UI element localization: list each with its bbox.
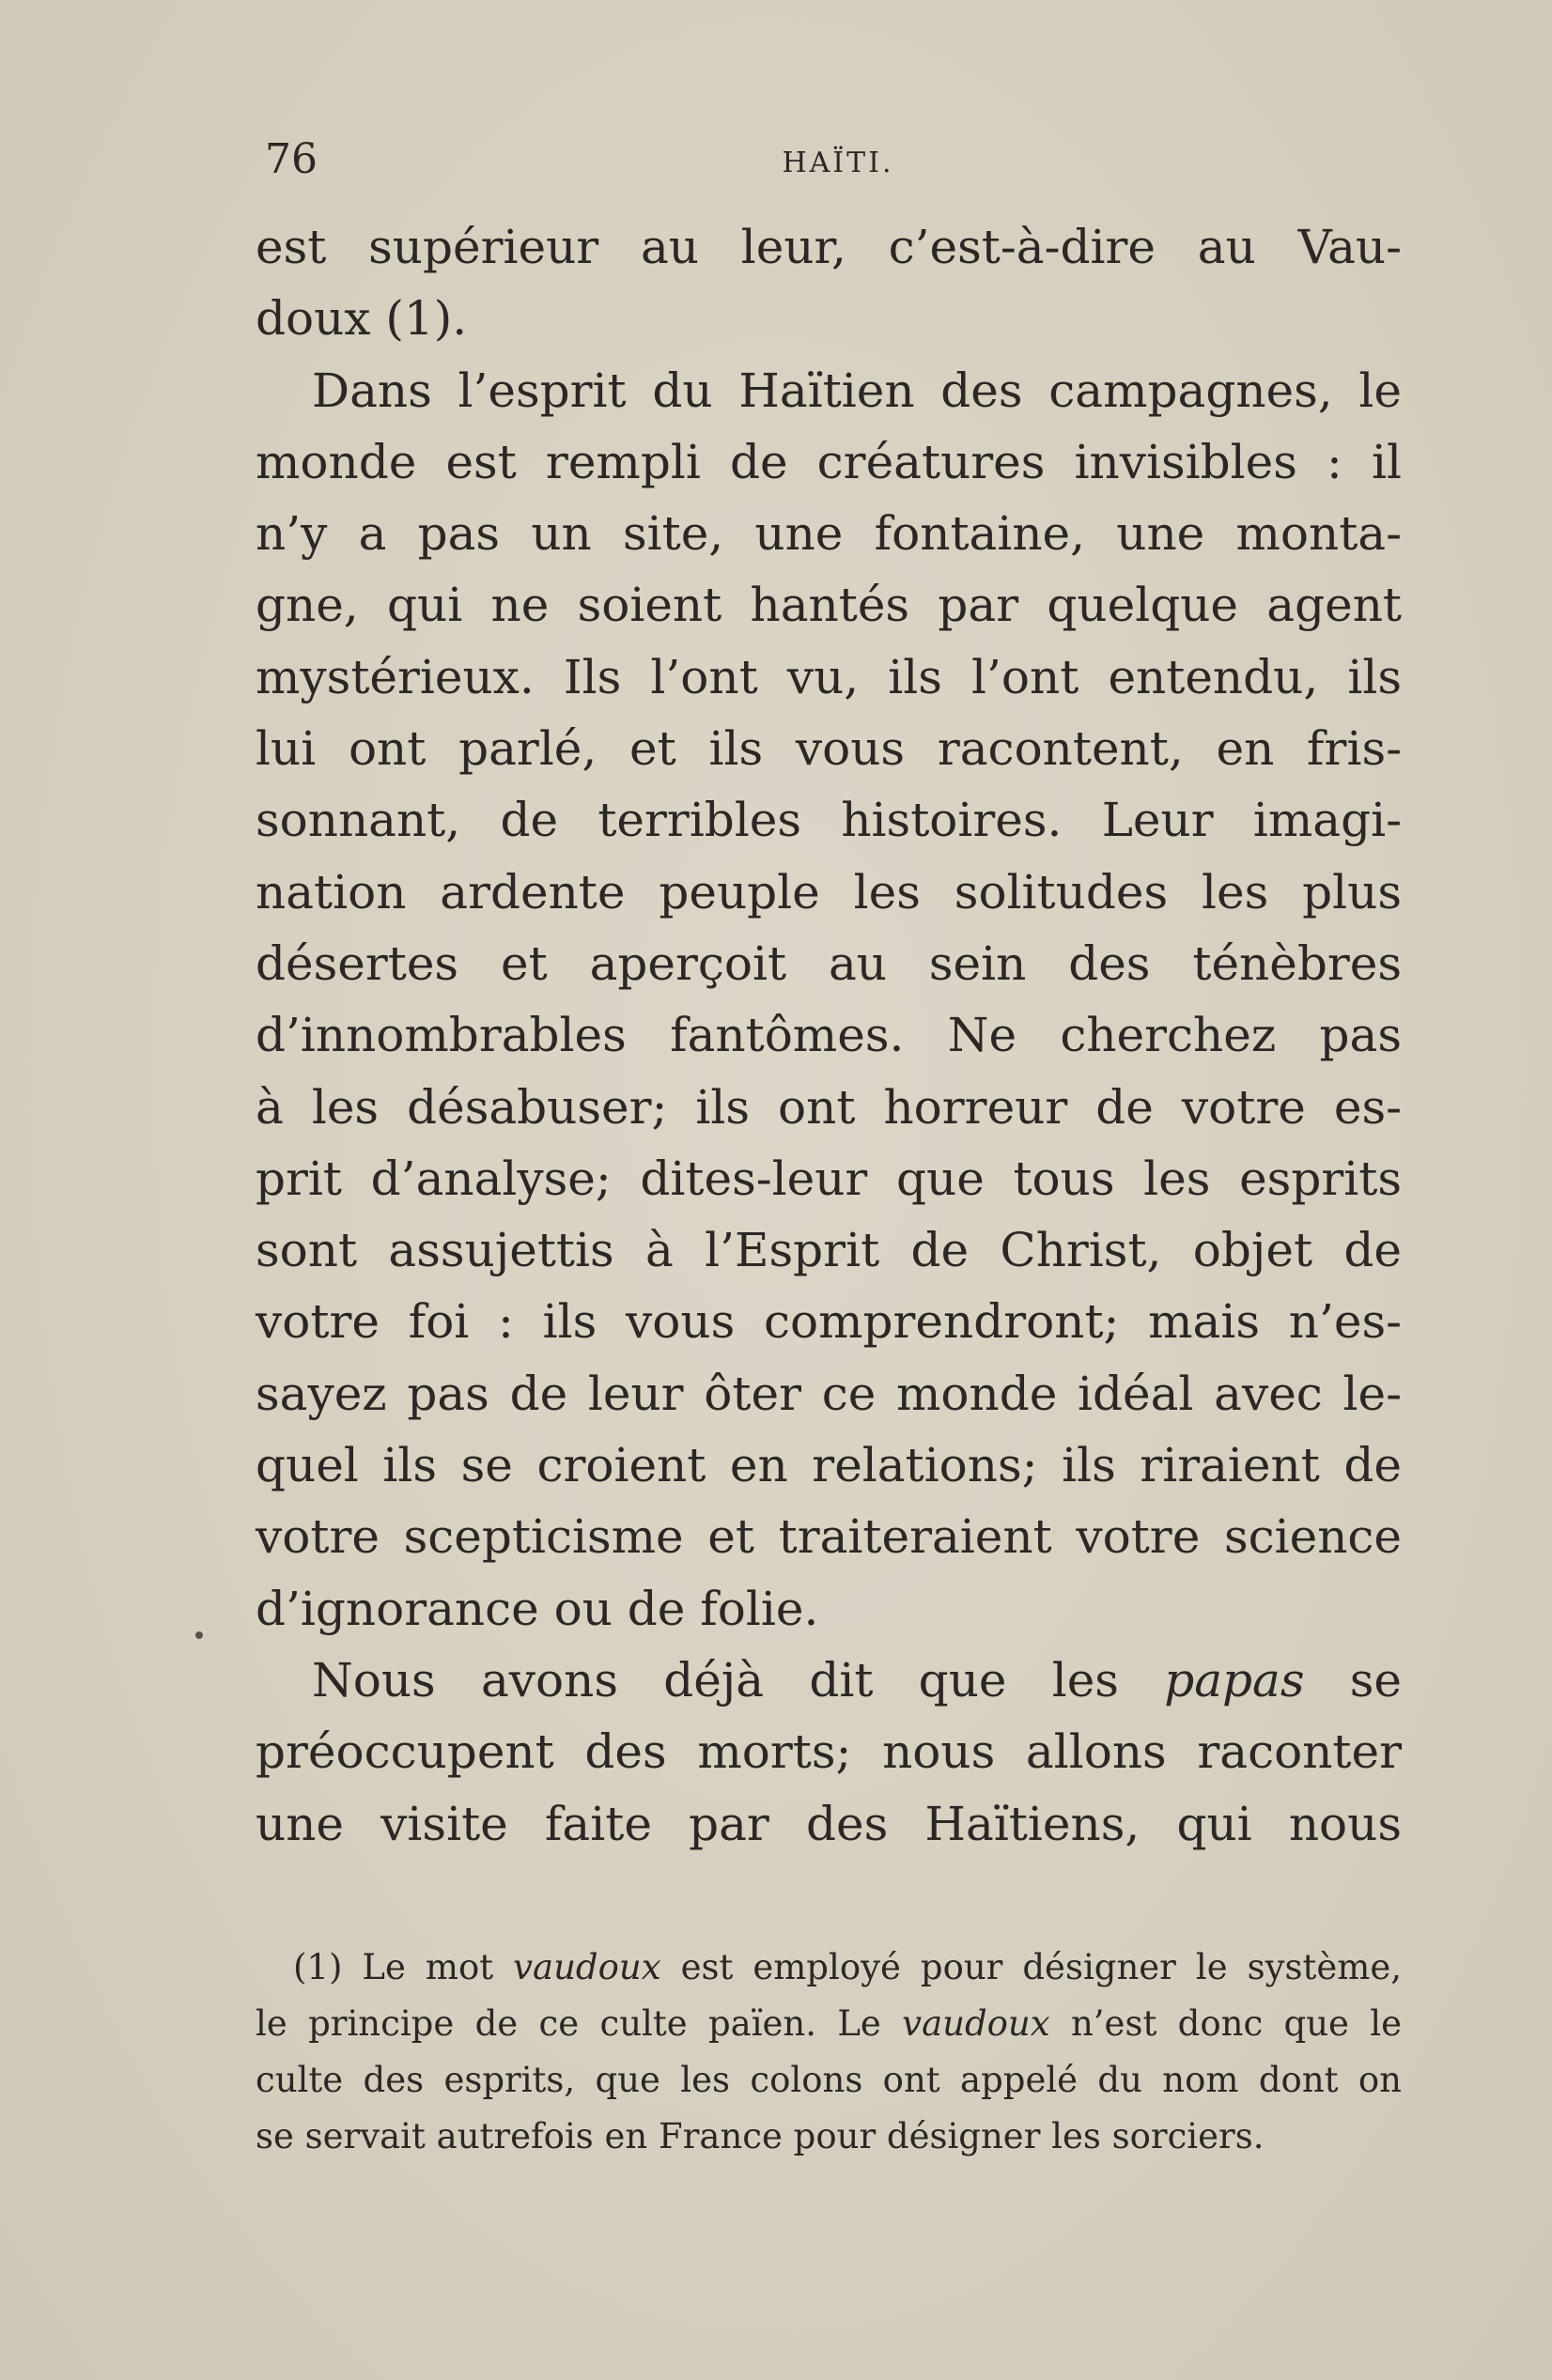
text-line: sont assujettis à l’Esprit de Christ, objet de bbox=[256, 1223, 1402, 1278]
text-line: quel ils se croient en relations; ils riraient de bbox=[256, 1438, 1402, 1493]
footnote-line bbox=[256, 1996, 1402, 2052]
text-line: d’ignorance ou de folie. bbox=[256, 1581, 819, 1636]
text-line: sonnant, de terribles histoires. Leur imagi- bbox=[256, 793, 1402, 848]
text-line: prit d’analyse; dites-leur que tous les esprits bbox=[256, 1151, 1402, 1206]
text-line: une visite faite par des Haïtiens, qui nous bbox=[256, 1796, 1402, 1851]
text-line: à les désabuser; ils ont horreur de votre es- bbox=[256, 1079, 1402, 1135]
page-header bbox=[256, 131, 1402, 188]
text-line: votre scepticisme et traiteraient votre science bbox=[256, 1509, 1402, 1565]
text-line: préoccupent des morts; nous allons raconter bbox=[256, 1724, 1402, 1780]
text-segment: (1) Le mot bbox=[293, 1947, 514, 1987]
text-line: n’y a pas un site, une fontaine, une monta- bbox=[256, 506, 1402, 562]
text-segment: le principe de ce culte païen. Le bbox=[256, 2003, 903, 2044]
italic-word: papas bbox=[1164, 1652, 1305, 1708]
footnote-line: se servait autrefois en France pour désigner les sorciers. bbox=[256, 2116, 1265, 2156]
page-number: 76 bbox=[265, 135, 318, 183]
text-line: est supérieur au leur, c’est-à-dire au Vau- bbox=[256, 220, 1402, 274]
italic-word: vaudoux bbox=[513, 1947, 661, 1987]
footnote bbox=[256, 1940, 1402, 2165]
text-line: nation ardente peuple les solitudes les plus bbox=[256, 864, 1402, 920]
text-line: d’innombrables fantômes. Ne cherchez pas bbox=[256, 1008, 1402, 1063]
running-head: HAÏTI. bbox=[782, 147, 894, 179]
text-segment: n’est donc que le bbox=[1049, 2003, 1402, 2044]
text-line: doux (1). bbox=[256, 291, 468, 347]
text-line: sayez pas de leur ôter ce monde idéal avec le- bbox=[256, 1366, 1402, 1421]
ink-speck bbox=[195, 1631, 203, 1639]
text-line: lui ont parlé, et ils vous racontent, en fris- bbox=[256, 721, 1402, 777]
italic-word: vaudoux bbox=[902, 2003, 1050, 2044]
text-line: désertes et aperçoit au sein des ténèbres bbox=[256, 935, 1402, 991]
text-line: mystérieux. Ils l’ont vu, ils l’ont entendu, ils bbox=[256, 649, 1402, 704]
text-line bbox=[256, 1645, 1402, 1716]
text-line: Dans l’esprit du Haïtien des campagnes, le bbox=[312, 363, 1402, 418]
text-segment: Nous avons déjà dit que les bbox=[312, 1652, 1165, 1708]
footnote-line: culte des esprits, que les colons ont appelé du nom dont on bbox=[256, 2060, 1402, 2100]
footnote-line bbox=[256, 1940, 1402, 1996]
text-segment: est employé pour désigner le système, bbox=[660, 1947, 1402, 1987]
text-line: votre foi : ils vous comprendront; mais n’es- bbox=[256, 1294, 1402, 1350]
main-text bbox=[256, 211, 1402, 1860]
text-segment: se bbox=[1304, 1652, 1402, 1708]
text-line: gne, qui ne soient hantés par quelque agent bbox=[256, 578, 1402, 633]
text-line: monde est rempli de créatures invisibles : il bbox=[256, 434, 1402, 489]
